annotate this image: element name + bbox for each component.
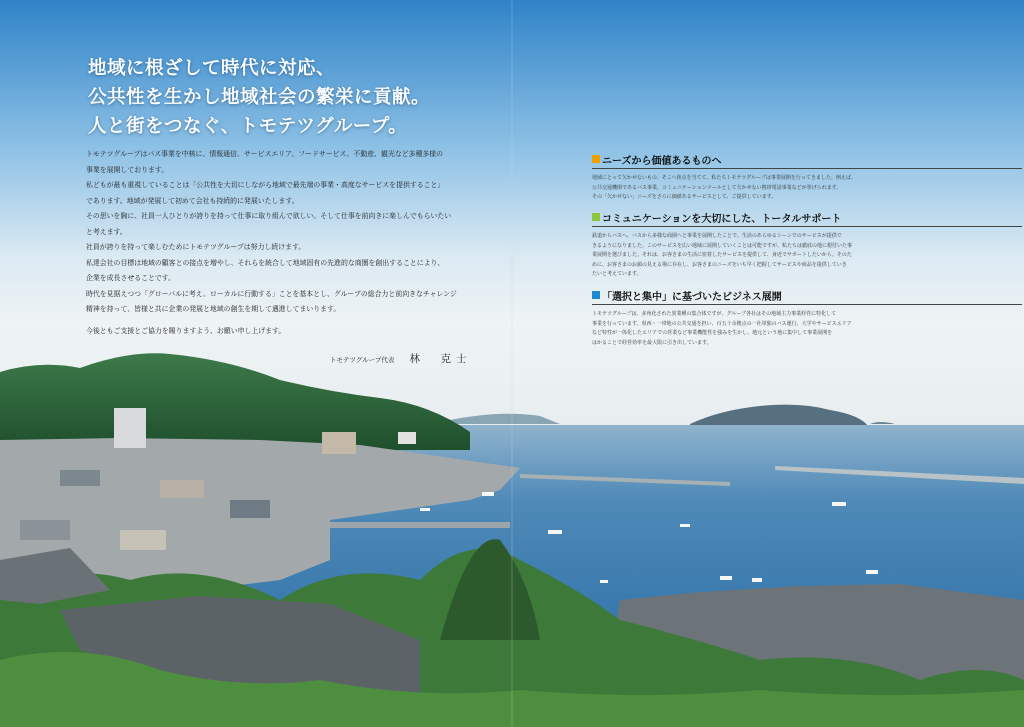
building — [322, 432, 356, 454]
message-body — [86, 147, 457, 339]
section-title: コミュニケーションを大切にした、トータルサポート — [602, 213, 842, 225]
message-line: 事業を展開しております。 — [86, 165, 169, 174]
section-body — [592, 310, 864, 348]
signature-role: トモテツグループ代表 — [330, 356, 395, 364]
building — [60, 470, 100, 486]
section-line: その「欠かせない」ニーズをさらに価値あるサービスとして、ご提供しています。 — [592, 194, 777, 200]
section-communication — [592, 210, 1022, 280]
section-body — [592, 174, 864, 203]
section-line: トモテツグループは、多角化された異業種の集合体ですが、グループ各社はその地域主力事業経営に特化して — [592, 311, 837, 317]
section-rule — [592, 226, 1022, 227]
section-title: 「選択と集中」に基づいたビジネス展開 — [602, 291, 782, 303]
headline-line-1: 地域に根ざして時代に対応、 — [88, 58, 336, 79]
orange-square-icon — [592, 155, 600, 163]
section-line: 公共交通機関であるバス事業、コミュニケーションツールとして欠かせない携帯電話事業などが挙げられます。 — [592, 184, 842, 191]
section-line: 鉄道からバスへ、バスから多様な商圏へと事業を展開したことで、生活のあらゆるシーンでのサービスが提供で — [592, 233, 842, 239]
building — [398, 432, 416, 444]
section-business — [592, 288, 1022, 348]
section-heading — [592, 152, 1022, 166]
building — [160, 480, 204, 498]
green-square-icon — [592, 213, 600, 221]
message-line: 精神を持って、皆様と共に企業の発展と地域の創生を期して邁進してまいります。 — [86, 305, 341, 313]
blue-square-icon — [592, 291, 600, 299]
section-line: はかることで経営効率を最大限に引き出しています。 — [592, 339, 712, 346]
pier — [330, 522, 510, 528]
message-line: 社員が誇りを持って楽しむためにトモテツグループは努力し続けます。 — [86, 243, 306, 251]
section-rule — [592, 304, 1022, 305]
section-line: たいと考えています。 — [592, 271, 642, 277]
building — [120, 530, 166, 550]
section-line: 業展開を選びました。それは、お客さまの生活に密着したサービスを提供して、身近でサポートしたいから。そのた — [592, 252, 852, 258]
message-line: その思いを胸に、社員一人ひとりが誇りを持って仕事に取り組んで欲しい。そして仕事を前向きに楽しんでもらいたい — [86, 212, 452, 220]
section-heading — [592, 210, 1022, 224]
message-line: 時代を見据えつつ「グローバルに考え、ローカルに行動する」ことを基本とし、グループの総合力と前向きなチャレンジ — [86, 289, 457, 298]
section-line: 事業を行っています。県西・一帯地の公共交通を担い、百五十余拠点の一社単独のバス運行、大学やサービスエリア — [592, 320, 852, 327]
message-line: 今後ともご支援とご協力を賜りますよう、お願い申し上げます。 — [86, 326, 286, 335]
message-line: トモテツグループはバス事業を中核に、情報通信、サービスエリア、フードサービス、不動産、観光など多種多様の — [86, 150, 444, 158]
message-line: 私達会社の目標は地域の顧客との接点を増やし、それらを統合して地域固有の先進的な商圏を創出することにより、 — [86, 258, 445, 267]
message-line: 企業を成長させることです。 — [86, 274, 176, 282]
section-body — [592, 232, 864, 280]
section-line: めに、お客さまのお顔の見える場に存在し、お客さまのニーズをいち早く把握してサービスや商品を提供していき — [592, 261, 847, 268]
headline — [88, 54, 448, 141]
section-heading — [592, 288, 1022, 302]
building — [230, 500, 270, 518]
section-rule — [592, 168, 1022, 169]
section-line: 地域にとって欠かせないもの、そこへ焦点を当てて、私たちトモテツグループは事業展開を行ってきました。例えば、 — [592, 175, 856, 181]
message-line: と考えます。 — [86, 227, 127, 236]
signature-name: 林 克士 — [409, 353, 472, 365]
page-fold — [511, 0, 513, 727]
section-title: ニーズから価値あるものへ — [602, 155, 722, 167]
message-line: であります。地域が発展して初めて会社も持続的に発展いたします。 — [86, 196, 299, 205]
section-line: など特性が一体化したエリアでの営業など事業機能性を強みを生かし、地元という地に集中して事業展開を — [592, 330, 833, 336]
signature — [330, 347, 471, 366]
headline-line-2: 公共性を生かし地域社会の繁栄に貢献。 — [88, 87, 431, 108]
building — [20, 520, 70, 540]
tall-building — [114, 408, 146, 448]
section-line: きるようになりました。このサービスを広い地域に展開していくことは可能ですが、私たちは徹底の地に根付いた事 — [592, 242, 853, 249]
message-line: 私どもが最も重視していることは「公共性を大切にしながら地域で最先端の事業・高度なサービスを提供すること」 — [86, 181, 445, 189]
section-needs — [592, 152, 1022, 203]
headline-line-3: 人と街をつなぐ、トモテツグループ。 — [88, 116, 408, 137]
